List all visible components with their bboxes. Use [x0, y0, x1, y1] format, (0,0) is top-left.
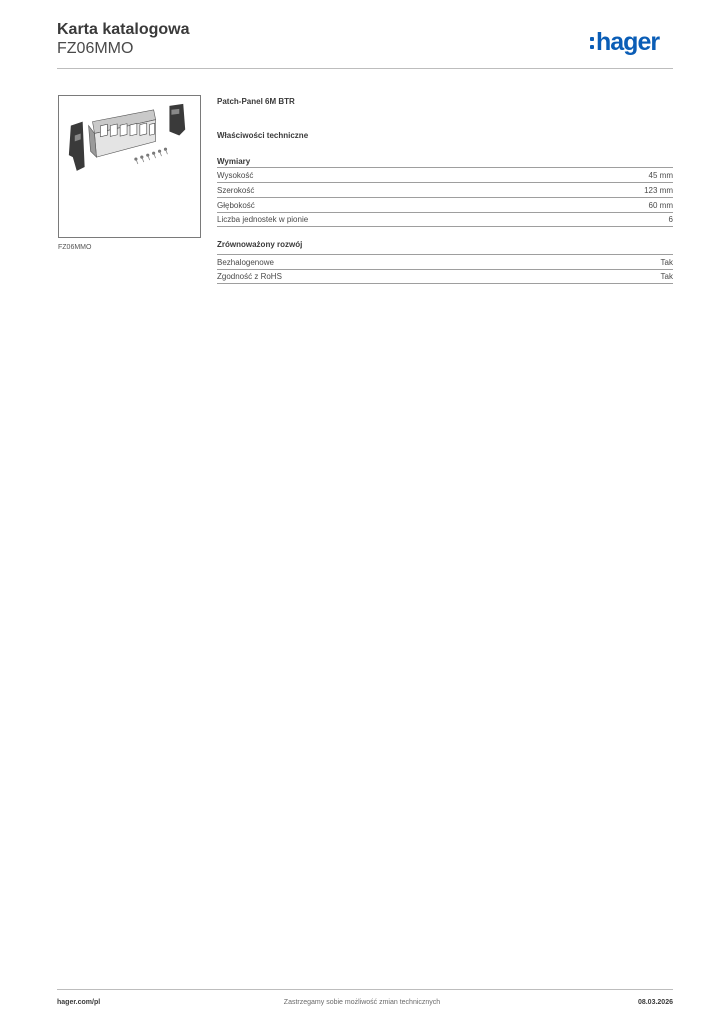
patch-panel-product-image: [59, 96, 200, 237]
row-value: 60 mm: [648, 200, 673, 210]
group-title-dimensions: Wymiary: [217, 157, 251, 166]
product-name: Patch-Panel 6M BTR: [217, 97, 295, 106]
row-label: Wysokość: [217, 170, 254, 180]
footer-website-link[interactable]: hager.com/pl: [57, 999, 101, 1006]
row-label: Głębokość: [217, 200, 255, 210]
table-row: [217, 167, 673, 182]
logo-text: hager: [596, 27, 660, 56]
row-label: Zgodność z RoHS: [217, 272, 282, 281]
row-label: Szerokość: [217, 185, 255, 195]
hager-logo: [590, 26, 659, 58]
row-value: 45 mm: [648, 170, 673, 180]
image-caption: FZ06MMO: [58, 244, 92, 251]
header-divider: [57, 68, 673, 69]
footer-disclaimer: Zastrzegamy sobie możliwość zmian technicznych: [283, 999, 441, 1006]
sustainability-table: [217, 254, 673, 284]
row-value: Tak: [660, 257, 673, 267]
row-value: 123 mm: [644, 185, 673, 195]
table-row: [217, 212, 673, 227]
dimensions-table: [217, 167, 673, 227]
row-label: Bezhalogenowe: [217, 257, 274, 267]
product-code-heading: FZ06MMO: [57, 40, 134, 57]
group-title-sustainability: Zrównoważony rozwój: [217, 240, 303, 249]
row-label: Liczba jednostek w pionie: [217, 215, 309, 224]
table-row: [217, 269, 673, 284]
table-row: [217, 254, 673, 269]
footer-date: 08.03.2026: [637, 999, 673, 1006]
row-value: 6: [668, 215, 673, 224]
table-row: [217, 182, 673, 197]
row-value: Tak: [660, 272, 673, 281]
page-title: Karta katalogowa: [57, 21, 190, 38]
footer-divider: [57, 989, 673, 990]
product-image-frame: [58, 95, 201, 238]
technical-section-title: Właściwości techniczne: [217, 131, 309, 140]
logo-dots-icon: [590, 37, 594, 49]
table-row: [217, 197, 673, 212]
